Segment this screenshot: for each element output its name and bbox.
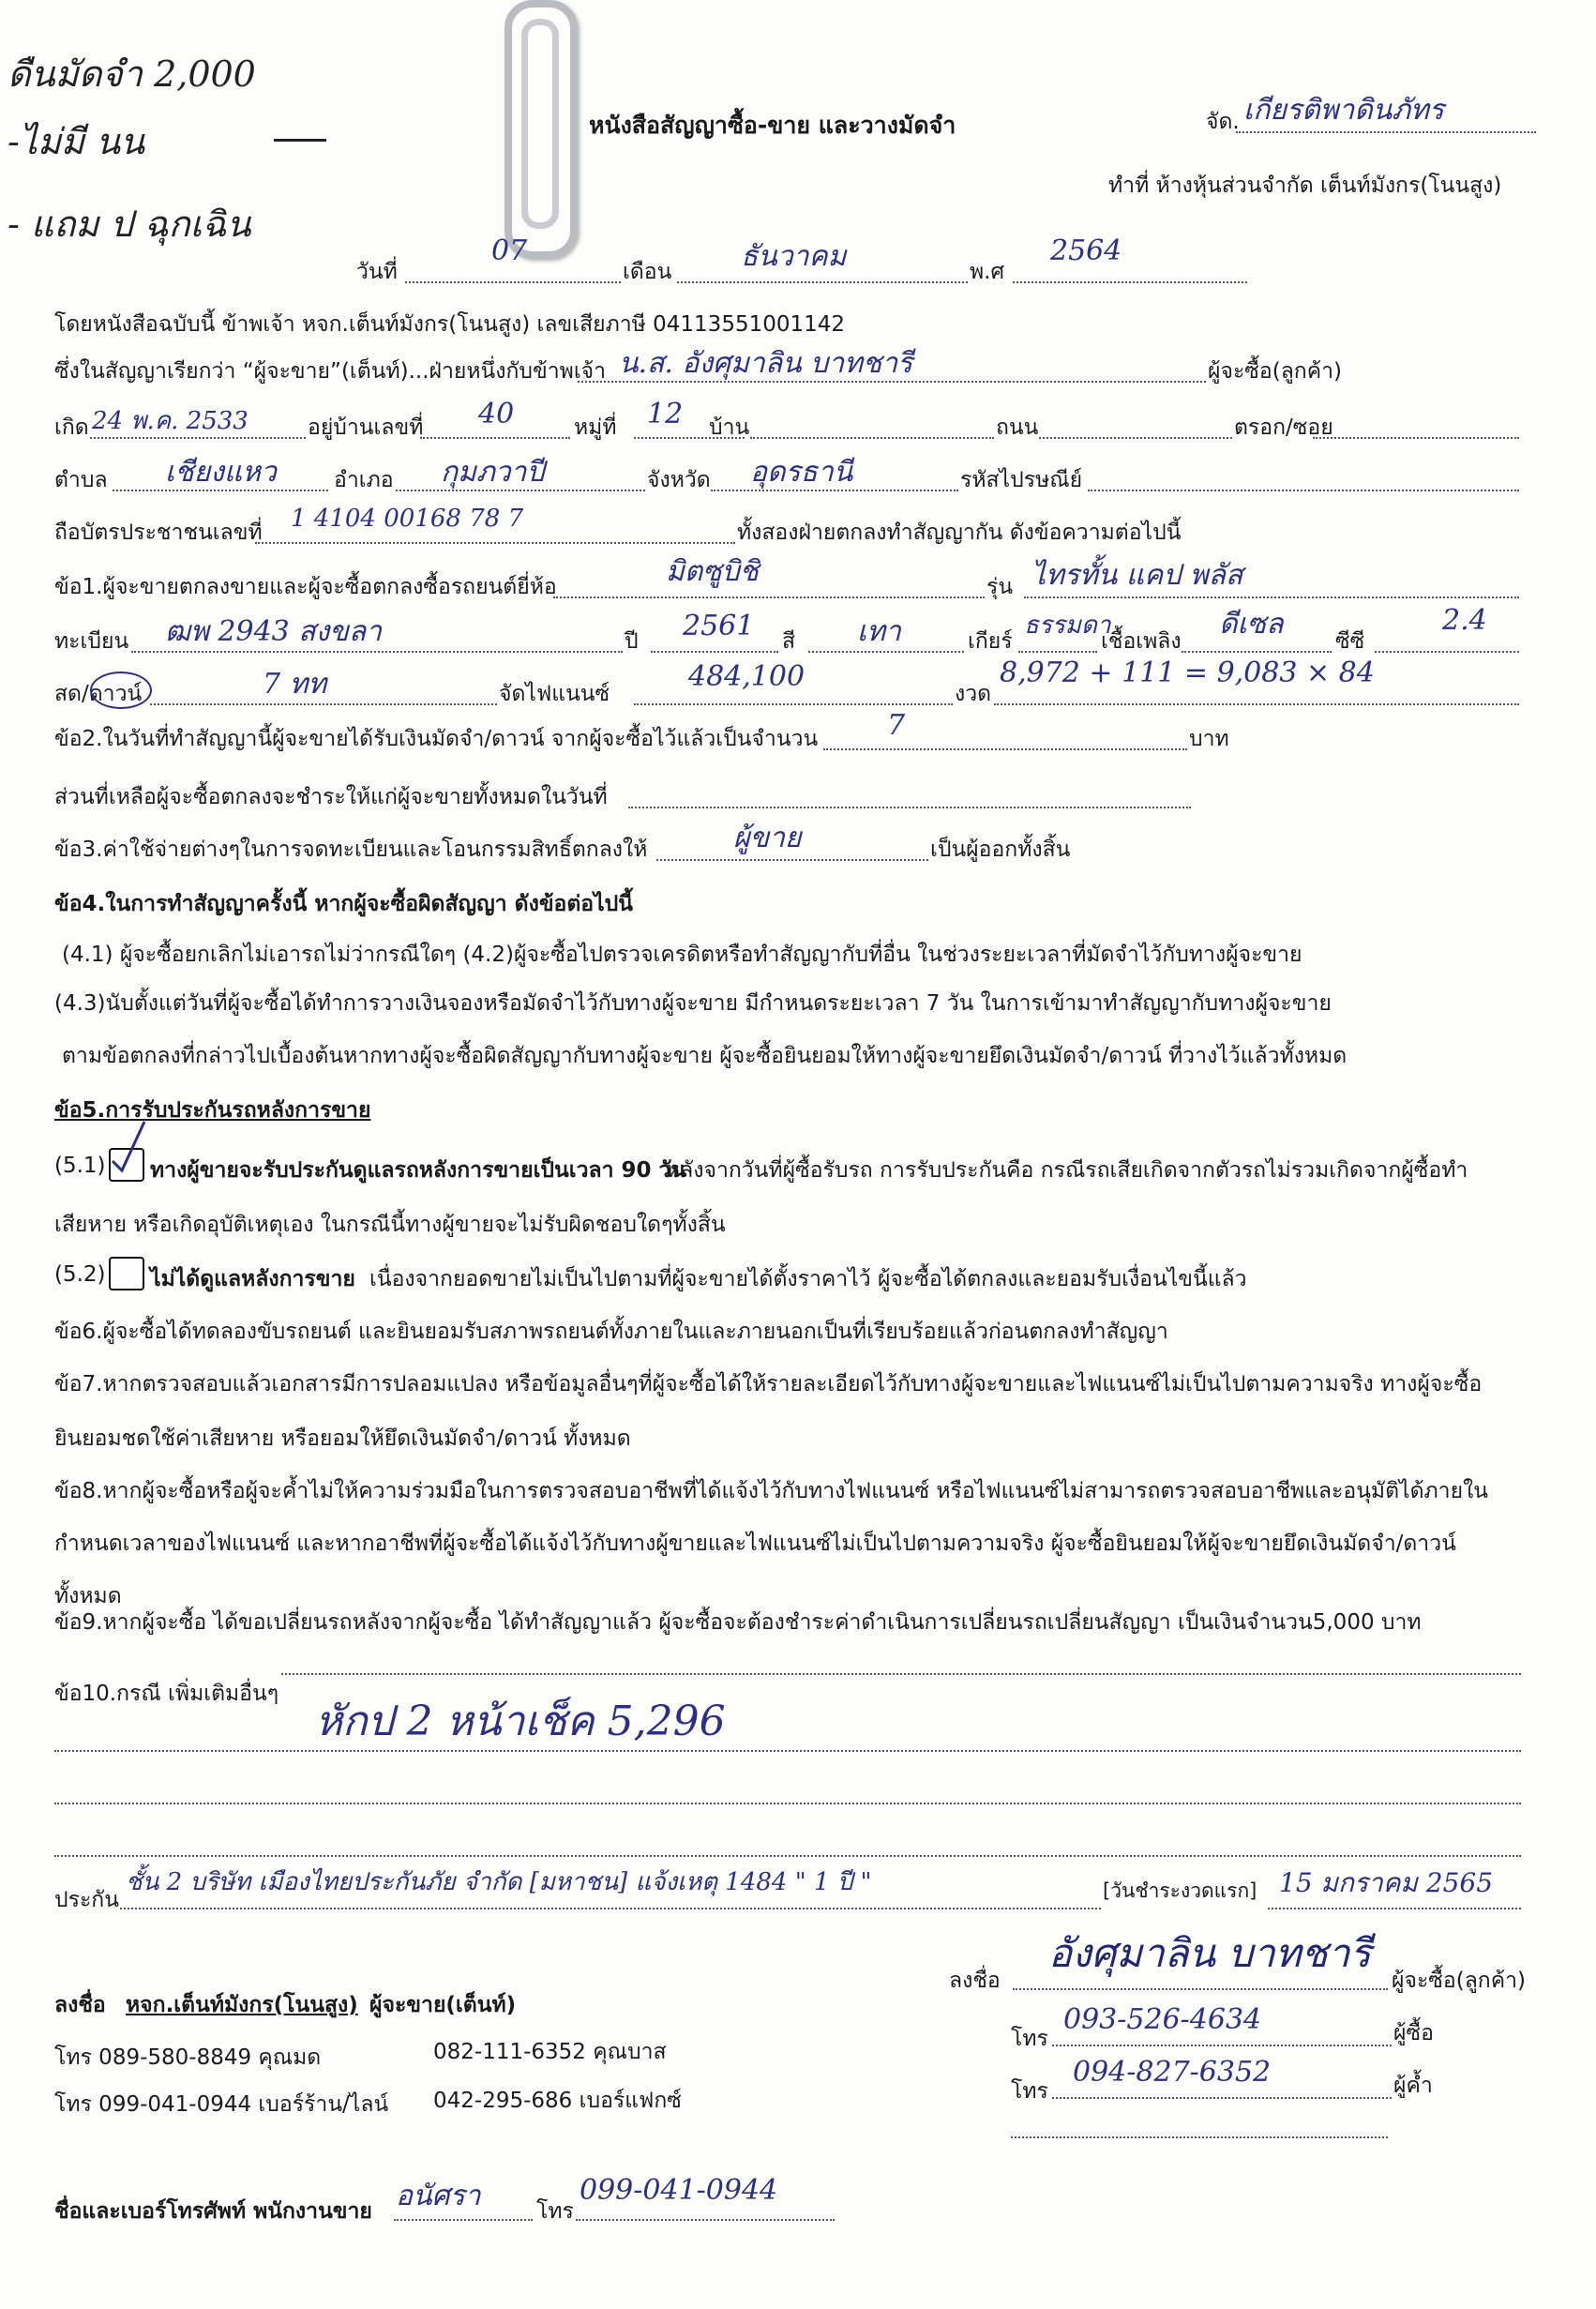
clause5-1-rest: หลังจากวันที่ผู้ซื้อรับรถ การรับประกันคือ กรณีรถเสียเกิดจากตัวรถไม่รวมเกิดจากผู้ซื้อทำ bbox=[666, 1158, 1468, 1183]
seller-sign-label: ลงชื่อ bbox=[54, 1993, 106, 2017]
first-payment-line bbox=[1268, 1908, 1521, 1909]
amphoe-label: อำเภอ bbox=[334, 468, 394, 492]
cash-label: สด/ดาวน์ bbox=[54, 682, 143, 706]
clause5-2-bold: ไม่ได้ดูแลหลังการขาย bbox=[150, 1267, 355, 1291]
day-value: 07 bbox=[491, 234, 528, 267]
clause9: ข้อ9.หากผู้จะซื้อ ได้ขอเปลี่ยนรถหลังจากผู้จะซื้อ ได้ทำสัญญาแล้ว ผู้จะซื้อจะต้องชำระค่าดำเนินการเปลี่ยนรถเปลี่ยนสัญญา เป็นเงินจำนวน5,000 บาท bbox=[54, 1610, 1422, 1635]
phone-shop: โทร 099-041-0944 เบอร์ร้าน/ไลน์ bbox=[54, 2092, 389, 2117]
installment-line bbox=[994, 703, 1519, 705]
clause7-line2: ยินยอมชดใช้ค่าเสียหาย หรือยอมให้ยึดเงินมัดจำ/ดาวน์ ทั้งหมด bbox=[54, 1426, 631, 1451]
clause10-line2 bbox=[54, 1750, 1521, 1752]
first-payment-value: 15 มกราคม 2565 bbox=[1279, 1867, 1494, 1898]
clause2-remaining-line bbox=[628, 807, 1191, 808]
buyer-tel-line bbox=[1052, 2045, 1392, 2046]
no-warranty-checkbox[interactable] bbox=[109, 1257, 144, 1290]
insurance-value: ชั้น 2 บริษัท เมืองไทยประกันภัย จำกัด [มหาชน] แจ้งเหตุ 1484 " 1 ปี " bbox=[126, 1868, 872, 1896]
clause4-4: ตามข้อตกลงที่กล่าวไปเบื้องต้นหากทางผู้จะซื้อผิดสัญญากับทางผู้จะขาย ผู้จะซื้อยินยอมให้ทางผู้จะขายยึดเงินมัดจำ/ดาวน์ ที่วางไว้แล้วทั้งหมด bbox=[62, 1044, 1348, 1068]
tambon-value: เชียงแหว bbox=[165, 456, 277, 489]
to-label: จัด. bbox=[1206, 110, 1240, 134]
gear-label: เกียร์ bbox=[968, 629, 1013, 654]
car-brand: มิตซูบิชิ bbox=[666, 555, 760, 588]
clause4-3: (4.3)นับตั้งแต่วันที่ผู้จะซื้อได้ทำการวางเงินจองหรือมัดจำไว้กับทางผู้จะขาย มีกำหนดระยะเวลา 7 วัน ในการเข้ามาทำสัญญากับทางผู้จะขาย bbox=[54, 991, 1332, 1016]
id-value: 1 4104 00168 78 7 bbox=[291, 505, 524, 533]
extra-line bbox=[1011, 2136, 1388, 2138]
clause2-text: ข้อ2.ในวันที่ทำสัญญานี้ผู้จะขายได้รับเงินมัดจำ/ดาวน์ จากผู้จะซื้อไว้แล้วเป็นจำนวน bbox=[54, 727, 819, 751]
fuel-label: เชื้อเพลิง bbox=[1101, 629, 1182, 654]
clause2-remaining: ส่วนที่เหลือผู้จะซื้อตกลงจะชำระให้แก่ผู้จะขายทั้งหมดในวันที่ bbox=[54, 785, 608, 809]
day-line bbox=[405, 281, 621, 283]
insurance-line bbox=[120, 1908, 1101, 1909]
tambon-label: ตำบล bbox=[54, 468, 108, 492]
car-cc: 2.4 bbox=[1442, 604, 1487, 637]
house-label: อยู่บ้านเลขที่ bbox=[308, 415, 424, 440]
car-color: เทา bbox=[857, 615, 901, 648]
moo-value: 12 bbox=[647, 398, 684, 430]
cash-value: 7 ทท bbox=[263, 668, 327, 701]
seller-name: หจก.เต็นท์มังกร(โนนสูง) bbox=[126, 1993, 358, 2017]
party-line1: โดยหนังสือฉบับนี้ ข้าพเจ้า หจก.เต็นท์มังกร(โนนสูง) เลขเสียภาษี 04113551001142 bbox=[54, 312, 846, 337]
color-label: สี bbox=[782, 629, 796, 654]
phone-fax: 042-295-686 เบอร์แฟกซ์ bbox=[433, 2089, 682, 2113]
finance-label: จัดไฟแนนซ์ bbox=[499, 682, 610, 706]
car-year: 2561 bbox=[683, 610, 755, 642]
finance-value: 484,100 bbox=[688, 660, 806, 693]
clause3-value: ผู้ขาย bbox=[733, 822, 802, 854]
cash-circle-mark bbox=[90, 672, 152, 709]
car-registration: ฒพ 2943 สงขลา bbox=[165, 615, 382, 648]
soi-line bbox=[1313, 437, 1519, 439]
postcode-label: รหัสไปรษณีย์ bbox=[960, 468, 1083, 492]
amphoe-value: กุมภวาปี bbox=[441, 456, 545, 489]
insurance-label: ประกัน bbox=[54, 1888, 119, 1912]
road-label: ถนน bbox=[996, 415, 1039, 440]
margin-note-deposit: ดืนมัดจำ 2,000 bbox=[8, 53, 256, 95]
check-mark-icon bbox=[107, 1120, 148, 1176]
clause5-2-number: (5.2) bbox=[54, 1262, 106, 1287]
margin-note-no-weight: -ไม่มี นน bbox=[8, 121, 145, 162]
village-label: บ้าน bbox=[709, 415, 750, 440]
id-label: ถือบัตรประชาชนเลขที่ bbox=[54, 521, 263, 545]
clause6: ข้อ6.ผู้จะซื้อได้ทดลองขับรถยนต์ และยินยอมรับสภาพรถยนต์ทั้งภายในและภายนอกเป็นที่เรียบร้อยแล้วก่อนตกลงทำสัญญา bbox=[54, 1320, 1168, 1344]
car-fuel: ดีเซล bbox=[1219, 608, 1284, 641]
seller-role: ผู้จะขาย(เต็นท์) bbox=[369, 1993, 517, 2017]
to-value: เกียรติพาดินภัทร bbox=[1243, 94, 1444, 127]
clause3-text: ข้อ3.ค่าใช้จ่ายต่างๆในการจดทะเบียนและโอนกรรมสิทธิ์ตกลงให้ bbox=[54, 838, 648, 862]
phone-bas: 082-111-6352 คุณบาส bbox=[433, 2040, 667, 2064]
year-label-car: ปี bbox=[625, 629, 639, 654]
guarantor-tel: 094-827-6352 bbox=[1073, 2056, 1272, 2089]
born-label: เกิด bbox=[54, 415, 89, 440]
installment-value: 8,972 + 111 = 9,083 × 84 bbox=[1000, 656, 1375, 689]
installment-label: งวด bbox=[955, 682, 992, 706]
salesman-tel: 099-041-0944 bbox=[580, 2174, 778, 2207]
clause7-line1: ข้อ7.หากตรวจสอบแล้วเอกสารมีการปลอมแปลง หรือข้อมูลอื่นๆที่ผู้จะซื้อได้ให้รายละเอียดไว้กับทางผู้จะขายและไฟแนนซ์ไม่เป็นไปตามความจริง ทางผู้จะซื้อ bbox=[54, 1372, 1483, 1396]
clause10-line3 bbox=[54, 1803, 1521, 1804]
clause5-1-cont: เสียหาย หรือเกิดอุบัติเหตุเอง ในกรณีนี้ทางผู้ขายจะไม่รับผิดชอบใดๆทั้งสิ้น bbox=[54, 1213, 726, 1237]
month-value: ธันวาคม bbox=[741, 240, 847, 273]
clause5-1-bold: ทางผู้ขายจะรับประกันดูแลรถหลังการขายเป็นเวลา 90 วัน bbox=[150, 1158, 686, 1183]
clause8-line3: ทั้งหมด bbox=[54, 1584, 122, 1608]
first-payment-label: [วันชำระงวดแรก] bbox=[1103, 1879, 1257, 1902]
buyer-tel-role: ผู้ซื้อ bbox=[1393, 2021, 1434, 2045]
clause5-heading: ข้อ5.การรับประกันรถหลังการขาย bbox=[54, 1098, 371, 1123]
warranty-90-checkbox[interactable] bbox=[109, 1148, 144, 1182]
province-value: อุดรธานี bbox=[750, 456, 853, 489]
buyer-tel-label: โทร bbox=[1011, 2027, 1048, 2051]
model-label: รุ่น bbox=[986, 575, 1014, 599]
clause8-line1: ข้อ8.หากผู้จะซื้อหรือผู้จะค้ำไม่ให้ความร่วมมือในการตรวจสอบอาชีพที่ได้แจ้งไว้กับทางไฟแนนซ์ หรือไฟแนนซ์ไม่สามารถตรวจสอบอาชีพและอนุมัติได้ภายใน bbox=[54, 1479, 1489, 1503]
car-year-line bbox=[651, 651, 778, 653]
buyer-sign-line bbox=[1013, 1988, 1388, 1990]
buyer-signature: อังศุมาลิน บาทชารี bbox=[1048, 1930, 1372, 1976]
gear-line bbox=[1018, 651, 1097, 653]
salesman-name: อนัศรา bbox=[396, 2180, 481, 2212]
made-at: ทำที่ ห้างหุ้นส่วนจำกัด เต็นท์มังกร(โนนสูง) bbox=[1108, 174, 1502, 198]
house-line bbox=[420, 437, 570, 439]
id-suffix: ทั้งสองฝ่ายตกลงทำสัญญากัน ดังข้อความต่อไปนี้ bbox=[737, 521, 1182, 545]
year-value: 2564 bbox=[1050, 234, 1122, 267]
document-title: หนังสือสัญญาซื้อ-ขาย และวางมัดจำ bbox=[589, 112, 956, 139]
party-line2: ซึ่งในสัญญาเรียกว่า “ผู้จะขาย”(เต็นท์)...ฝ่ายหนึ่งกับข้าพเจ้า bbox=[54, 359, 607, 384]
province-label: จังหวัด bbox=[647, 468, 711, 492]
buyer-role-label: ผู้จะซื้อ(ลูกค้า) bbox=[1208, 359, 1342, 384]
guarantor-tel-label: โทร bbox=[1011, 2079, 1048, 2104]
month-line bbox=[677, 281, 968, 283]
clause10-line4 bbox=[54, 1855, 1521, 1857]
finance-line bbox=[634, 703, 953, 705]
cc-line bbox=[1375, 651, 1519, 653]
salesman-tel-label: โทร bbox=[536, 2199, 574, 2224]
soi-label: ตรอก/ซอย bbox=[1234, 415, 1333, 440]
clause5-2-rest: เนื่องจากยอดขายไม่เป็นไปตามที่ผู้จะขายได้ตั้งราคาไว้ ผู้จะซื้อได้ตกลงและยอมรับเงื่อนไขนี้แล้ว bbox=[369, 1267, 1247, 1291]
clause2-value: 7 bbox=[887, 709, 906, 742]
margin-note-dash bbox=[274, 139, 326, 142]
buyer-tel: 093-526-4634 bbox=[1063, 2003, 1262, 2036]
paper-clip-inner bbox=[521, 19, 559, 229]
clause1-label: ข้อ1.ผู้จะขายตกลงขายและผู้จะซื้อตกลงซื้อรถยนต์ยี่ห้อ bbox=[54, 575, 557, 599]
fuel-line bbox=[1182, 651, 1332, 653]
cc-label: ซีซี bbox=[1335, 629, 1365, 654]
id-line bbox=[255, 542, 735, 544]
year-label: พ.ศ bbox=[970, 260, 1005, 284]
clause2-line bbox=[823, 748, 1187, 750]
phone-mod: โทร 089-580-8849 คุณมด bbox=[54, 2045, 322, 2070]
clause2-unit: บาท bbox=[1189, 727, 1229, 751]
village-line bbox=[750, 437, 994, 439]
clause10-label: ข้อ10.กรณี เพิ่มเติมอื่นๆ bbox=[54, 1682, 279, 1706]
salesman-label: ชื่อและเบอร์โทรศัพท์ พนักงานขาย bbox=[54, 2199, 372, 2224]
margin-note-free-item: - แถม ป ฉุกเฉิน bbox=[8, 204, 251, 245]
clause10-value: หักป 2 หน้าเช็ค 5,296 bbox=[315, 1698, 726, 1745]
month-label: เดือน bbox=[623, 260, 672, 284]
clause8-line2: กำหนดเวลาของไฟแนนซ์ และหากอาชีพที่ผู้จะซื้อได้แจ้งไว้กับทางผู้ขายและไฟแนนซ์ไม่เป็นไปตามความจริง ผู้จะซื้อยินยอมให้ผู้จะขายยึดเงินมัดจำ/ดาวน์ bbox=[54, 1532, 1456, 1556]
buyer-sign-label: ลงชื่อ bbox=[949, 1969, 1001, 1993]
salesman-name-line bbox=[394, 2219, 533, 2221]
guarantor-tel-role: ผู้ค้ำ bbox=[1393, 2074, 1433, 2098]
clause10-line1 bbox=[281, 1673, 1521, 1675]
brand-line bbox=[553, 596, 985, 598]
born-value: 24 พ.ค. 2533 bbox=[92, 407, 248, 435]
house-value: 40 bbox=[478, 398, 515, 430]
guarantor-tel-line bbox=[1052, 2097, 1392, 2099]
year-line bbox=[1013, 281, 1247, 283]
buyer-sign-role: ผู้จะซื้อ(ลูกค้า) bbox=[1392, 1969, 1526, 1993]
clause4-heading: ข้อ4.ในการทำสัญญาครั้งนี้ หากผู้จะซื้อผิดสัญญา ดังข้อต่อไปนี้ bbox=[54, 892, 633, 916]
moo-label: หมู่ที่ bbox=[574, 415, 617, 440]
clause4-1: (4.1) ผู้จะซื้อยกเลิกไม่เอารถไม่ว่ากรณีใดๆ (4.2)ผู้จะซื้อไปตรวจเครดิตหรือทำสัญญากับที่อื่น ในช่วงระยะเวลาที่มัดจำไว้กับทางผู้จะขาย bbox=[62, 943, 1302, 967]
clause5-1-number: (5.1) bbox=[54, 1154, 106, 1178]
road-line bbox=[1039, 437, 1232, 439]
car-gear: ธรรมดา bbox=[1024, 611, 1111, 640]
day-label: วันที่ bbox=[356, 260, 398, 284]
car-model: ไทรทั้น แคป พลัส bbox=[1031, 559, 1243, 592]
reg-label: ทะเบียน bbox=[54, 629, 129, 654]
buyer-name: น.ส. อังศุมาลิน บาทชารี bbox=[619, 347, 913, 380]
salesman-tel-line bbox=[576, 2219, 835, 2221]
postcode-line bbox=[1088, 490, 1519, 491]
clause3-suffix: เป็นผู้ออกทั้งสิ้น bbox=[930, 838, 1071, 862]
